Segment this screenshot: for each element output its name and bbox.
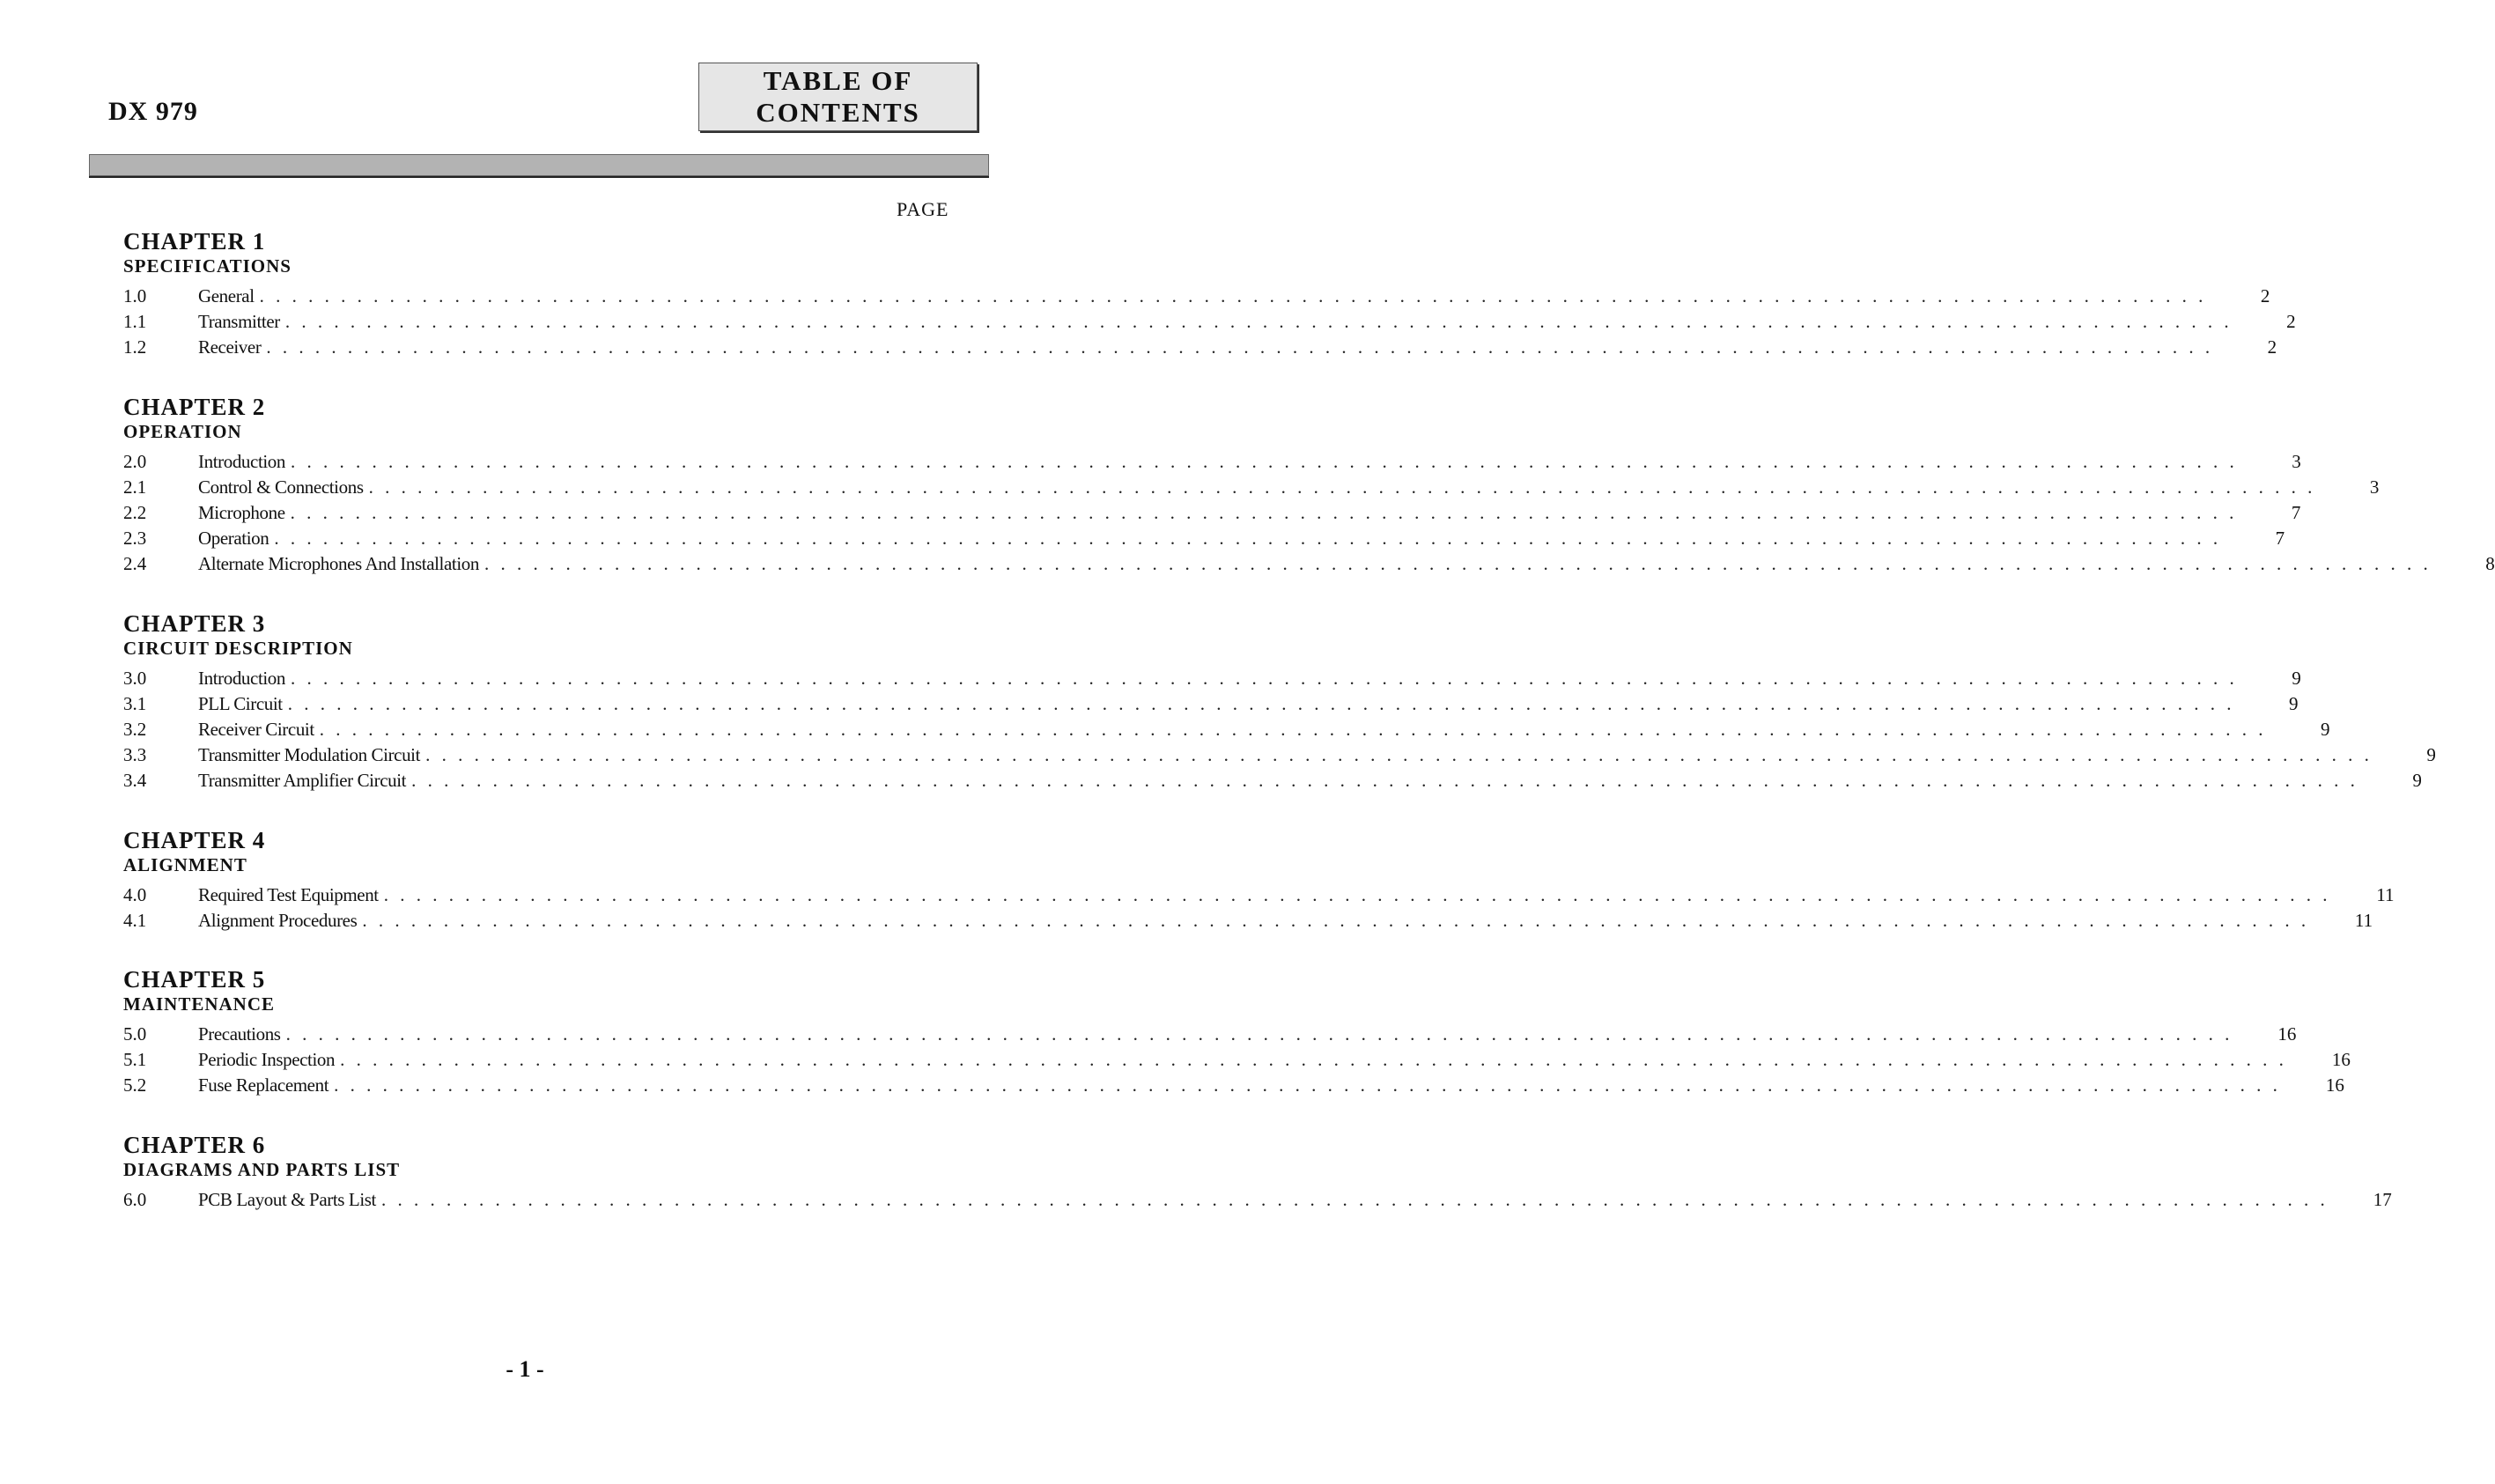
entry-number: 6.0: [123, 1189, 147, 1210]
toc-entry[interactable]: [123, 1073, 2344, 1098]
entry-page-number: 3: [2369, 476, 2380, 498]
chapter-title: CHAPTER 6: [123, 1132, 266, 1158]
page-number: - 1 -: [506, 1356, 544, 1382]
dot-leader: . . . . . . . . . . . . . . . . . . . . . . . . . . . . . . . . . . . . . . . . . . . . . . . . . . . . . . . . . . . . . . . . . . . . . . . . . . . . . . . . . . . . . . . . . . . . . . . . . . . . . . . . . . . . . . . . . . . . . . . .: [290, 502, 2238, 523]
toc-entry[interactable]: [123, 742, 2436, 768]
page-column-label: PAGE: [897, 198, 949, 220]
dot-leader: . . . . . . . . . . . . . . . . . . . . . . . . . . . . . . . . . . . . . . . . . . . . . . . . . . . . . . . . . . . . . . . . . . . . . . . . . . . . . . . . . . . . . . . . . . . . . . . . . . . . . . . . . . . . . . . . . . . . . . . .: [291, 451, 2238, 472]
entry-label: Transmitter Modulation Circuit: [198, 744, 421, 765]
chapter-block: [123, 1131, 2392, 1213]
entry-label: Introduction: [198, 451, 286, 472]
toc-title-line1: TABLE OF: [763, 65, 913, 96]
entry-number: 3.4: [123, 770, 147, 791]
entry-page-number: 9: [2321, 719, 2330, 740]
toc-entry[interactable]: [123, 1022, 2297, 1047]
toc-entry[interactable]: [123, 526, 2285, 551]
chapter-title: CHAPTER 5: [123, 966, 266, 993]
dot-leader: . . . . . . . . . . . . . . . . . . . . . . . . . . . . . . . . . . . . . . . . . . . . . . . . . . . . . . . . . . . . . . . . . . . . . . . . . . . . . . . . . . . . . . . . . . . . . . . . . . . . . . . . . . . . . . . . . . . . . . . .: [285, 1023, 2233, 1045]
chapter-subtitle: ALIGNMENT: [123, 854, 247, 875]
toc-entry[interactable]: [123, 449, 2301, 475]
toc-entry[interactable]: [123, 1047, 2351, 1073]
chapter-block: [123, 965, 2351, 1098]
toc-title-box: [698, 63, 978, 131]
entry-list: [123, 1022, 2351, 1098]
entry-list: [123, 882, 2395, 934]
entry-label: Transmitter Amplifier Circuit: [198, 770, 407, 791]
entry-page-number: 7: [2291, 502, 2301, 523]
entry-number: 2.0: [123, 451, 147, 472]
entry-page-number: 9: [2426, 744, 2436, 765]
toc-entry[interactable]: [123, 475, 2380, 500]
entry-label: Receiver: [198, 336, 262, 358]
entry-page-number: 2: [2286, 311, 2296, 332]
dot-leader: . . . . . . . . . . . . . . . . . . . . . . . . . . . . . . . . . . . . . . . . . . . . . . . . . . . . . . . . . . . . . . . . . . . . . . . . . . . . . . . . . . . . . . . . . . . . . . . . . . . . . . . . . . . . . . . . . . . . . . . .: [287, 693, 2235, 714]
toc-title-line2: CONTENTS: [756, 97, 920, 128]
toc-entry[interactable]: [123, 768, 2422, 794]
entry-page-number: 3: [2292, 451, 2301, 472]
toc-entry[interactable]: [123, 551, 2495, 577]
chapter-block: [123, 826, 2395, 934]
dot-leader: . . . . . . . . . . . . . . . . . . . . . . . . . . . . . . . . . . . . . . . . . . . . . . . . . . . . . . . . . . . . . . . . . . . . . . . . . . . . . . . . . . . . . . . . . . . . . . . . . . . . . . . . . . . . . . . . . . . . . . . .: [334, 1074, 2281, 1096]
entry-page-number: 17: [2373, 1189, 2392, 1210]
entry-number: 3.1: [123, 693, 147, 714]
entry-page-number: 9: [2412, 770, 2422, 791]
entry-number: 3.0: [123, 668, 147, 689]
entry-number: 5.2: [123, 1074, 147, 1096]
entry-label: PLL Circuit: [198, 693, 283, 714]
toc-entry[interactable]: [123, 666, 2301, 691]
dot-leader: . . . . . . . . . . . . . . . . . . . . . . . . . . . . . . . . . . . . . . . . . . . . . . . . . . . . . . . . . . . . . . . . . . . . . . . . . . . . . . . . . . . . . . . . . . . . . . . . . . . . . . . . . . . . . . . . . . . . . . . .: [291, 668, 2238, 689]
model-title: DX 979: [108, 97, 198, 126]
chapter-subtitle: MAINTENANCE: [123, 993, 276, 1015]
entry-label: Transmitter: [198, 311, 280, 332]
entry-page-number: 9: [2292, 668, 2301, 689]
toc-entry[interactable]: [123, 500, 2301, 526]
entry-number: 1.2: [123, 336, 147, 358]
entry-page-number: 9: [2288, 693, 2299, 714]
toc-entry[interactable]: [123, 309, 2296, 335]
entry-label: Receiver Circuit: [198, 719, 314, 740]
chapter-title: CHAPTER 2: [123, 394, 266, 420]
entry-page-number: 2: [2267, 336, 2277, 358]
entry-number: 1.0: [123, 285, 147, 306]
toc-entry[interactable]: [123, 335, 2277, 360]
chapter-title: CHAPTER 4: [123, 827, 266, 853]
entry-label: General: [198, 285, 255, 306]
dot-leader: . . . . . . . . . . . . . . . . . . . . . . . . . . . . . . . . . . . . . . . . . . . . . . . . . . . . . . . . . . . . . . . . . . . . . . . . . . . . . . . . . . . . . . . . . . . . . . . . . . . . . . . . . . . . . . . . . . . . . . . .: [362, 910, 2310, 931]
entry-list: [123, 1187, 2392, 1213]
entry-page-number: 16: [2325, 1074, 2344, 1096]
toc-entry[interactable]: [123, 691, 2299, 717]
dot-leader: . . . . . . . . . . . . . . . . . . . . . . . . . . . . . . . . . . . . . . . . . . . . . . . . . . . . . . . . . . . . . . . . . . . . . . . . . . . . . . . . . . . . . . . . . . . . . . . . . . . . . . . . . . . . . . . . . . . . . . . .: [483, 553, 2432, 574]
chapter-subtitle: DIAGRAMS AND PARTS LIST: [123, 1159, 401, 1180]
entry-number: 3.3: [123, 744, 147, 765]
entry-page-number: 11: [2376, 884, 2395, 905]
chapter-subtitle: OPERATION: [123, 421, 242, 442]
dot-leader: . . . . . . . . . . . . . . . . . . . . . . . . . . . . . . . . . . . . . . . . . . . . . . . . . . . . . . . . . . . . . . . . . . . . . . . . . . . . . . . . . . . . . . . . . . . . . . . . . . . . . . . . . . . . . . . . . . . . . . . .: [368, 476, 2316, 498]
entry-page-number: 16: [2331, 1049, 2351, 1070]
entry-number: 2.1: [123, 476, 147, 498]
entry-number: 2.4: [123, 553, 147, 574]
entry-label: Precautions: [198, 1023, 281, 1045]
entry-list: [123, 284, 2296, 360]
dot-leader: . . . . . . . . . . . . . . . . . . . . . . . . . . . . . . . . . . . . . . . . . . . . . . . . . . . . . . . . . . . . . . . . . . . . . . . . . . . . . . . . . . . . . . . . . . . . . . . . . . . . . . . . . . . . . . . . . . . . . . . .: [319, 719, 2267, 740]
entry-list: [123, 666, 2436, 794]
dot-leader: . . . . . . . . . . . . . . . . . . . . . . . . . . . . . . . . . . . . . . . . . . . . . . . . . . . . . . . . . . . . . . . . . . . . . . . . . . . . . . . . . . . . . . . . . . . . . . . . . . . . . . . . . . . . . . . . . . . . . . . .: [284, 311, 2233, 332]
entry-label: Alignment Procedures: [198, 910, 358, 931]
entry-page-number: 16: [2277, 1023, 2297, 1045]
entry-label: Control & Connections: [198, 476, 364, 498]
entry-label: Fuse Replacement: [198, 1074, 329, 1096]
dot-leader: . . . . . . . . . . . . . . . . . . . . . . . . . . . . . . . . . . . . . . . . . . . . . . . . . . . . . . . . . . . . . . . . . . . . . . . . . . . . . . . . . . . . . . . . . . . . . . . . . . . . . . . . . . . . . . . . . . . . . . . .: [274, 528, 2222, 549]
dot-leader: . . . . . . . . . . . . . . . . . . . . . . . . . . . . . . . . . . . . . . . . . . . . . . . . . . . . . . . . . . . . . . . . . . . . . . . . . . . . . . . . . . . . . . . . . . . . . . . . . . . . . . . . . . . . . . . . . . . . . . . .: [380, 1189, 2329, 1210]
toc-entry[interactable]: [123, 882, 2395, 908]
toc-entry[interactable]: [123, 1187, 2392, 1213]
entry-page-number: 8: [2485, 553, 2495, 574]
header-rule: [89, 154, 989, 176]
entry-label: PCB Layout & Parts List: [198, 1189, 376, 1210]
chapter-title: CHAPTER 1: [123, 228, 266, 255]
entry-page-number: 7: [2275, 528, 2285, 549]
toc-entry[interactable]: [123, 908, 2373, 934]
entry-number: 5.1: [123, 1049, 147, 1070]
dot-leader: . . . . . . . . . . . . . . . . . . . . . . . . . . . . . . . . . . . . . . . . . . . . . . . . . . . . . . . . . . . . . . . . . . . . . . . . . . . . . . . . . . . . . . . . . . . . . . . . . . . . . . . . . . . . . . . . . . . . . . . .: [266, 336, 2214, 358]
entry-list: [123, 449, 2495, 577]
entry-label: Operation: [198, 528, 269, 549]
entry-label: Periodic Inspection: [198, 1049, 336, 1070]
dot-leader: . . . . . . . . . . . . . . . . . . . . . . . . . . . . . . . . . . . . . . . . . . . . . . . . . . . . . . . . . . . . . . . . . . . . . . . . . . . . . . . . . . . . . . . . . . . . . . . . . . . . . . . . . . . . . . . . . . . . . . . .: [383, 884, 2331, 905]
entry-number: 4.1: [123, 910, 147, 931]
chapter-block: [123, 393, 2495, 577]
chapter-subtitle: CIRCUIT DESCRIPTION: [123, 638, 353, 659]
entry-label: Required Test Equipment: [198, 884, 379, 905]
chapter-block: [123, 609, 2436, 794]
entry-label: Alternate Microphones And Installation: [198, 553, 479, 574]
entry-label: Introduction: [198, 668, 286, 689]
dot-leader: . . . . . . . . . . . . . . . . . . . . . . . . . . . . . . . . . . . . . . . . . . . . . . . . . . . . . . . . . . . . . . . . . . . . . . . . . . . . . . . . . . . . . . . . . . . . . . . . . . . . . . . . . . . . . . . . . . . . . . . .: [425, 744, 2373, 765]
chapter-block: [123, 227, 2296, 360]
chapter-title: CHAPTER 3: [123, 610, 266, 637]
dot-leader: . . . . . . . . . . . . . . . . . . . . . . . . . . . . . . . . . . . . . . . . . . . . . . . . . . . . . . . . . . . . . . . . . . . . . . . . . . . . . . . . . . . . . . . . . . . . . . . . . . . . . . . . . . . . . . . . . . . . . . . .: [340, 1049, 2287, 1070]
dot-leader: . . . . . . . . . . . . . . . . . . . . . . . . . . . . . . . . . . . . . . . . . . . . . . . . . . . . . . . . . . . . . . . . . . . . . . . . . . . . . . . . . . . . . . . . . . . . . . . . . . . . . . . . . . . . . . . . . . . . . . . .: [411, 770, 2358, 791]
entry-number: 3.2: [123, 719, 147, 740]
chapter-subtitle: SPECIFICATIONS: [123, 255, 292, 277]
entry-number: 1.1: [123, 311, 147, 332]
entry-number: 4.0: [123, 884, 147, 905]
toc-entry[interactable]: [123, 284, 2270, 309]
toc-entry[interactable]: [123, 717, 2330, 742]
entry-page-number: 11: [2354, 910, 2373, 931]
entry-number: 2.3: [123, 528, 147, 549]
entry-number: 2.2: [123, 502, 147, 523]
entry-number: 5.0: [123, 1023, 147, 1045]
entry-page-number: 2: [2260, 285, 2270, 306]
entry-label: Microphone: [198, 502, 285, 523]
dot-leader: . . . . . . . . . . . . . . . . . . . . . . . . . . . . . . . . . . . . . . . . . . . . . . . . . . . . . . . . . . . . . . . . . . . . . . . . . . . . . . . . . . . . . . . . . . . . . . . . . . . . . . . . . . . . . . . . . . . . . . . .: [259, 285, 2207, 306]
